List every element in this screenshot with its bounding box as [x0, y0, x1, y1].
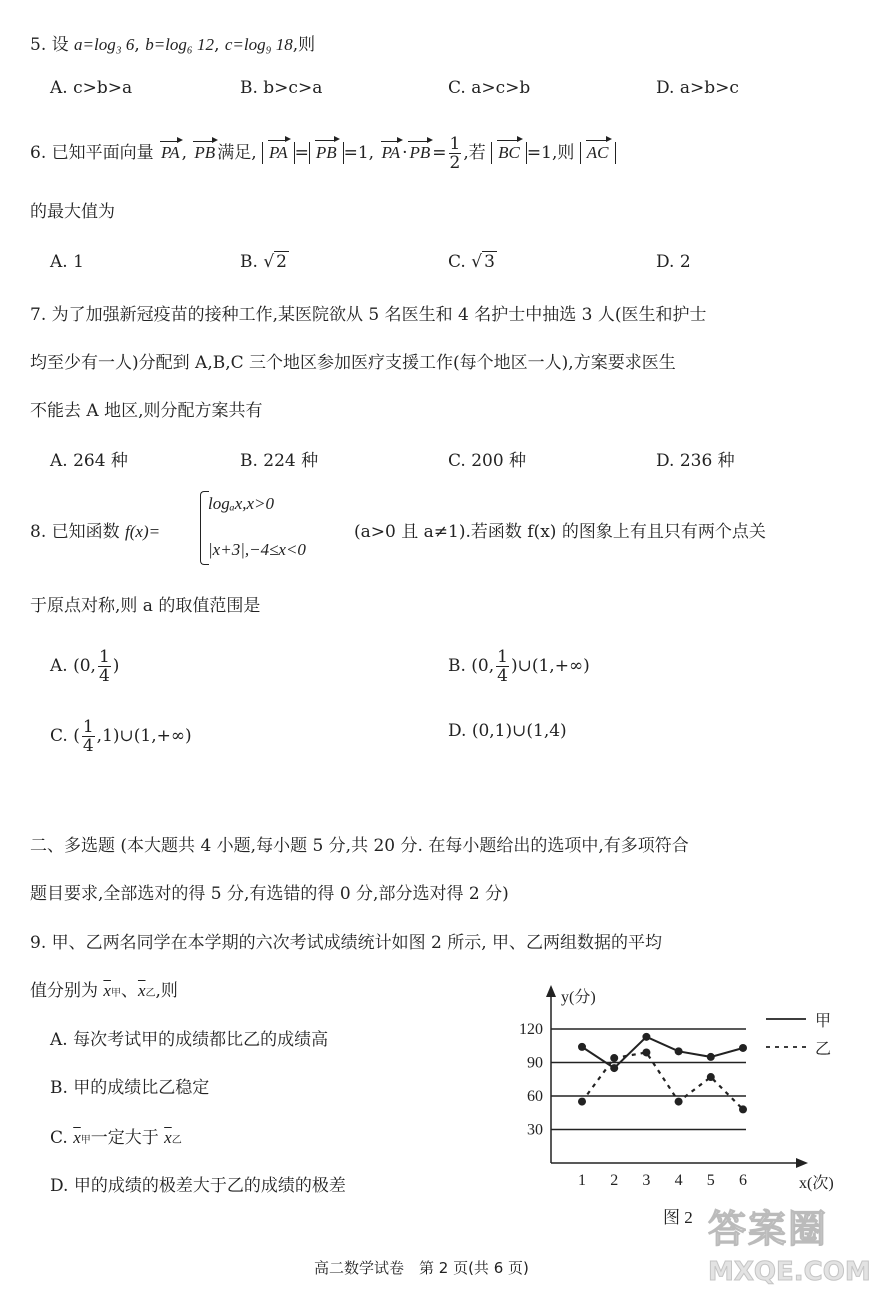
abs-ac	[580, 142, 616, 164]
xbar-jia: $\overline{x}$	[103, 981, 111, 1000]
y-axis-arrow-icon	[546, 985, 556, 997]
q7-option-d: D. 236 种	[656, 451, 735, 471]
q9-option-c-mid: 一定大于	[90, 1128, 159, 1148]
q8-prefix-text: 8. 已知函数	[30, 522, 120, 542]
data-point-yi-4	[675, 1098, 683, 1106]
q8-fx: f(x)=	[125, 522, 161, 541]
frac-den: 2	[449, 153, 461, 173]
q8-option-a-pre: A. (0,	[50, 656, 96, 676]
x-axis-arrow-icon	[796, 1158, 808, 1168]
sub-jia: 甲	[110, 988, 121, 999]
q8-option-a-post: )	[112, 656, 120, 676]
fraction-one-quarter-c	[82, 718, 95, 755]
chart-grid	[519, 1021, 747, 1189]
q5-option-c: C. a>c>b	[448, 78, 531, 98]
q9-line2-post: ,则	[155, 981, 178, 1001]
q6-option-c	[448, 252, 497, 272]
watermark-line2: MXQE.COM	[708, 1257, 871, 1287]
page-footer: 高二数学试卷 第 2 页(共 6 页)	[314, 1259, 529, 1277]
q5-suffix: ,则	[292, 35, 316, 55]
q8-case1: logₐx,x>0	[208, 494, 275, 513]
legend-label-yi: 乙	[815, 1041, 832, 1058]
q9-option-b: B. 甲的成绩比乙稳定	[50, 1078, 210, 1098]
y-axis-label: y(分)	[561, 989, 596, 1006]
series-line-jia	[582, 1037, 743, 1068]
data-point-jia-2	[610, 1064, 618, 1072]
dot-operator: ·	[402, 143, 408, 163]
fraction-one-half	[449, 135, 462, 172]
q9-sep: 、	[120, 981, 138, 1001]
data-point-yi-5	[707, 1073, 715, 1081]
q7-option-c: C. 200 种	[448, 451, 527, 471]
q9-option-c-label: C.	[50, 1128, 68, 1148]
sqrt-2-radicand: 2	[276, 252, 287, 272]
q7-option-b: B. 224 种	[240, 451, 319, 471]
q6-eq3: =	[432, 143, 447, 163]
q9-line2	[30, 976, 178, 1001]
section2-line2: 题目要求,全部选对的得 5 分,有选错的得 0 分,部分选对得 2 分)	[30, 884, 509, 904]
q8-option-b-post: )∪(1,+∞)	[510, 656, 590, 676]
q5-option-b: B. b>c>a	[240, 78, 323, 98]
xbar-yi: $\overline{x}$	[137, 981, 146, 1000]
x-tick-label-6: 6	[739, 1172, 747, 1189]
q5-c-expr: c=log₉ 18	[224, 35, 293, 54]
frac-num: 1	[98, 647, 110, 667]
q8-condition: (a>0 且 a≠1).若函数 f(x) 的图象上有且只有两个点关	[354, 522, 766, 542]
frac-num: 1	[82, 717, 94, 737]
x-tick-label-4: 4	[674, 1172, 683, 1189]
data-point-jia-5	[707, 1053, 715, 1061]
q8-option-b-pre: B. (0,	[448, 656, 495, 676]
q8-option-d: D. (0,1)∪(1,4)	[448, 721, 567, 741]
q8-option-b	[448, 648, 590, 685]
q9-option-d: D. 甲的成绩的极差大于乙的成绩的极差	[50, 1176, 346, 1196]
y-tick-label-30: 30	[527, 1121, 543, 1139]
vector-pa-dot: PA	[381, 143, 401, 162]
frac-den: 4	[98, 666, 110, 686]
q5-a-expr: a=log₃ 6	[74, 35, 135, 54]
x-tick-label-2: 2	[610, 1172, 619, 1189]
q6-eq4: =1,则	[526, 143, 575, 163]
q6-option-d: D. 2	[656, 252, 691, 272]
q8-option-c-pre: C. (	[50, 726, 80, 746]
sub-yi-c: 乙	[171, 1135, 182, 1146]
q8-case2: |x+3|,−4≤x<0	[208, 540, 306, 559]
q7-line2: 均至少有一人)分配到 A,B,C 三个地区参加医疗支援工作(每个地区一人),方案要求医生	[30, 353, 676, 373]
legend	[766, 1012, 831, 1058]
sub-yi: 乙	[145, 988, 156, 999]
q8-prefix	[30, 517, 160, 542]
q6-text2: 满足,	[217, 143, 257, 163]
q7-line3: 不能去 A 地区,则分配方案共有	[30, 401, 263, 421]
y-tick-label-60: 60	[527, 1088, 543, 1105]
q9-option-c	[50, 1123, 182, 1148]
data-point-yi-1	[578, 1098, 586, 1106]
q5-option-a: A. c>b>a	[50, 78, 133, 98]
q6-text1: 6. 已知平面向量	[30, 143, 154, 163]
q6-option-a: A. 1	[50, 252, 84, 272]
watermark-line1: 答案圈	[708, 1207, 829, 1251]
watermark-logo	[708, 1198, 871, 1298]
data-point-yi-3	[642, 1048, 650, 1056]
frac-num: 1	[449, 134, 461, 154]
data-point-yi-6	[739, 1105, 747, 1113]
q6-stem: 6. 已知平面向量 PA , PB 满足, PA = PB =1, PA · PB = $\frac{1}{2}$ ,若 BC =1,则 AC	[30, 135, 616, 172]
y-tick-label-120: 120	[519, 1021, 543, 1038]
x-axis-label: x(次)	[799, 1175, 834, 1192]
q5-option-d: D. a>b>c	[656, 78, 739, 98]
xbar-jia-c: $\overline{x}$	[73, 1128, 81, 1147]
q7-option-a: A. 264 种	[50, 451, 128, 471]
chart-title: 图 2	[663, 1208, 693, 1227]
vector-bc: BC	[498, 143, 520, 162]
data-point-jia-3	[642, 1033, 650, 1041]
series-line-yi	[582, 1052, 743, 1109]
y-tick-label-90: 90	[527, 1054, 543, 1072]
x-tick-label-3: 3	[642, 1172, 651, 1189]
q8-option-c	[50, 718, 192, 755]
q9-line1: 9. 甲、乙两名同学在本学期的六次考试成绩统计如图 2 所示, 甲、乙两组数据的平均	[30, 933, 663, 953]
fraction-one-quarter-b	[496, 648, 509, 685]
frac-den: 4	[82, 736, 94, 756]
frac-num: 1	[497, 647, 508, 667]
abs-pb	[309, 142, 344, 164]
sqrt-3: √ 3	[471, 252, 495, 272]
sqrt-2: √ 2	[263, 252, 287, 272]
data-point-yi-2	[610, 1054, 618, 1062]
sqrt-3-radicand: 3	[484, 252, 495, 272]
q8-line2: 于原点对称,则 a 的取值范围是	[30, 596, 261, 616]
vector-ac: AC	[586, 143, 609, 162]
q9-line2-pre: 值分别为	[30, 981, 98, 1001]
fraction-one-quarter-a	[98, 648, 111, 685]
data-point-jia-4	[675, 1047, 683, 1055]
data-point-jia-6	[739, 1044, 747, 1052]
q5-b-expr: b=log₆ 12	[145, 35, 215, 54]
q6-option-b	[240, 252, 289, 272]
q6-line2: 的最大值为	[30, 202, 115, 222]
q6-eq2: =1,	[343, 143, 375, 163]
q8-option-c-post: ,1)∪(1,+∞)	[96, 726, 192, 746]
q5-stem: 5. 设 a=log₃ 6, b=log₆ 12, c=log₉ 18,则	[30, 35, 316, 55]
q6-text3: ,若	[463, 143, 486, 163]
chart-series	[578, 1033, 747, 1114]
frac-den: 4	[497, 666, 508, 686]
vector-pb-dot: PB	[409, 143, 431, 162]
vector-pa: PA	[161, 143, 180, 162]
xbar-yi-c: $\overline{x}$	[164, 1128, 172, 1147]
q6-option-b-label: B.	[240, 252, 258, 272]
q7-line1: 7. 为了加强新冠疫苗的接种工作,某医院欲从 5 名医生和 4 名护士中抽选 3 人(医生和护士	[30, 305, 707, 325]
sub-jia-c: 甲	[80, 1135, 91, 1146]
q9-option-a: A. 每次考试甲的成绩都比乙的成绩高	[50, 1030, 329, 1050]
vector-pb: PB	[194, 143, 216, 162]
abs-pa	[262, 142, 295, 164]
x-tick-label-1: 1	[578, 1172, 586, 1189]
x-tick-label-5: 5	[706, 1172, 715, 1189]
section2-line1: 二、多选题 (本大题共 4 小题,每小题 5 分,共 20 分. 在每小题给出的选项中,有多项符合	[30, 836, 689, 856]
q5-prefix: 5. 设	[30, 35, 75, 55]
q6-option-c-label: C.	[448, 252, 466, 272]
vector-pa-abs: PA	[269, 143, 288, 162]
legend-label-jia: 甲	[815, 1013, 832, 1030]
abs-bc	[491, 142, 527, 164]
data-point-jia-1	[578, 1043, 586, 1051]
q8-option-a	[50, 648, 119, 685]
vector-pb-abs: PB	[315, 143, 337, 162]
q6-eq1: =	[294, 143, 309, 163]
